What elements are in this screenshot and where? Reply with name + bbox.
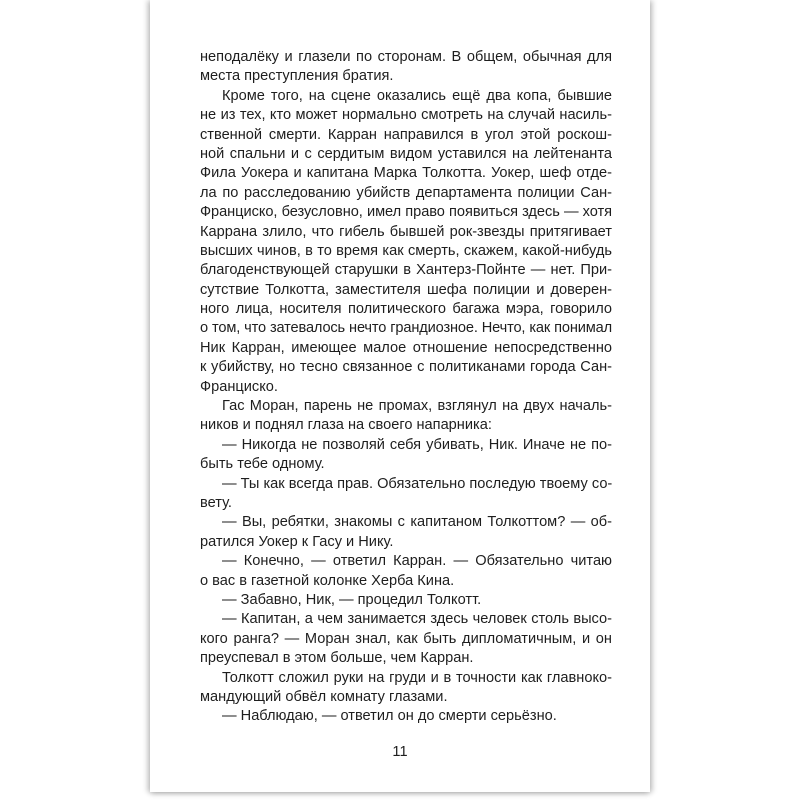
text-line: — Забавно, Ник, — процедил Толкотт. xyxy=(222,591,482,608)
text-line: ников и поднял глаза на своего напарника: xyxy=(200,417,492,434)
text-line: Фила Уокера и капитана Марка Толкотта. Уокер, шеф отде- xyxy=(200,165,612,182)
text-line: ной спальни и с сердитым видом уставился на лейтенанта xyxy=(200,145,612,162)
text-line: Ник Карран, имеющее малое отношение непосредственно xyxy=(200,339,612,356)
text-line: Франциско, безусловно, имел право появиться здесь — хотя xyxy=(200,204,612,221)
text-line: места преступления братия. xyxy=(200,68,394,85)
text-line: Каррана злило, что гибель бывшей рок-звезды притягивает xyxy=(200,223,612,240)
text-line: — Ты как всегда прав. Обязательно последую твоему со- xyxy=(222,475,612,492)
text-line: сутствие Толкотта, заместителя шефа полиции и доверен- xyxy=(200,281,612,298)
text-line: — Конечно, — ответил Карран. — Обязательно читаю xyxy=(222,553,612,570)
text-line: ратился Уокер к Гасу и Нику. xyxy=(200,533,394,550)
page-number: 11 xyxy=(392,744,408,760)
text-line: о том, что затевалось нечто грандиозное. Нечто, как понимал xyxy=(200,320,612,337)
book-page xyxy=(150,0,650,792)
text-line: преуспевал в этом больше, чем Карран. xyxy=(200,650,474,667)
text-line: о вас в газетной колонке Херба Кина. xyxy=(200,572,455,589)
text-line: ла по расследованию убийств департамента полиции Сан- xyxy=(200,184,612,201)
text-line: вету. xyxy=(200,494,232,511)
text-line: быть тебе одному. xyxy=(200,456,325,473)
text-line: к убийству, но тесно связанное с политиканами города Сан- xyxy=(200,359,612,376)
text-line: высших чинов, в то время как смерть, скажем, какой-нибудь xyxy=(200,242,612,259)
text-line: Франциско. xyxy=(200,378,278,395)
page-body-text xyxy=(200,48,612,727)
text-line: благоденствующей старушки в Хантерз-Пойнте — нет. При- xyxy=(200,262,612,279)
text-line: — Никогда не позволяй себя убивать, Ник. Иначе не по- xyxy=(222,436,612,453)
text-line: кого ранга? — Моран знал, как быть дипломатичным, и он xyxy=(200,630,612,647)
text-line: Кроме того, на сцене оказались ещё два копа, бывшие xyxy=(222,87,612,104)
text-line: неподалёку и глазели по сторонам. В общем, обычная для xyxy=(200,49,612,65)
text-line: — Наблюдаю, — ответил он до смерти серьёзно. xyxy=(222,708,557,725)
text-line: мандующий обвёл комнату глазами. xyxy=(200,688,448,705)
text-line: Толкотт сложил руки на груди и в точности как главноко- xyxy=(222,669,612,686)
text-line: ного лица, носителя политического багажа мэра, говорило xyxy=(200,301,612,318)
text-line: — Капитан, а чем занимается здесь человек столь высо- xyxy=(222,611,612,628)
text-line: Гас Моран, парень не промах, взглянул на двух началь- xyxy=(222,398,612,415)
text-line: ственной смерти. Карран направился в угол этой роскош- xyxy=(200,126,612,143)
text-line: не из тех, кто может нормально смотреть на случай насиль- xyxy=(200,107,612,124)
text-line: — Вы, ребятки, знакомы с капитаном Толкоттом? — об- xyxy=(222,514,612,531)
